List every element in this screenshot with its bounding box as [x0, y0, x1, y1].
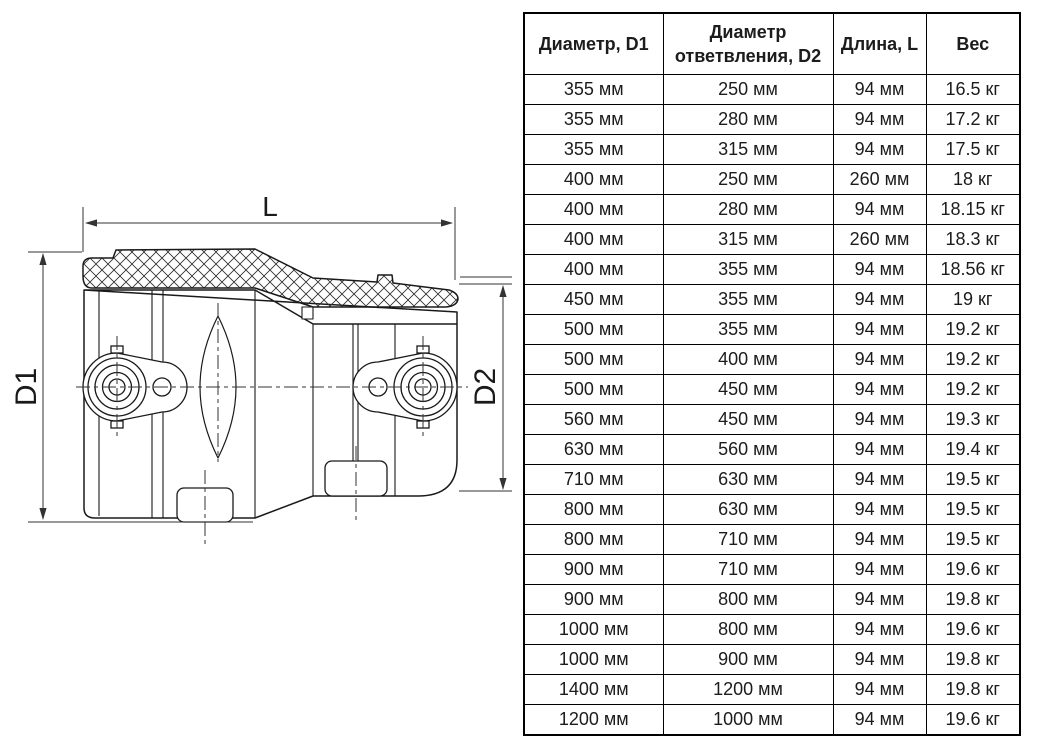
- table-cell: 630 мм: [663, 465, 833, 495]
- table-cell: 94 мм: [833, 255, 926, 285]
- table-row: [524, 525, 1020, 555]
- table-row: [524, 405, 1020, 435]
- table-cell: 500 мм: [524, 315, 663, 345]
- table-row: [524, 645, 1020, 675]
- table-row: [524, 105, 1020, 135]
- table-cell: 500 мм: [524, 345, 663, 375]
- dim-label-d1: D1: [10, 367, 43, 407]
- table-cell: 19.3 кг: [926, 405, 1020, 435]
- table-cell: 400 мм: [524, 165, 663, 195]
- table-cell: 250 мм: [663, 165, 833, 195]
- table-cell: 94 мм: [833, 675, 926, 705]
- table-cell: 94 мм: [833, 405, 926, 435]
- arrowhead-up: [499, 285, 506, 297]
- table-row: [524, 135, 1020, 165]
- table-cell: 355 мм: [524, 75, 663, 105]
- table-cell: 19.4 кг: [926, 435, 1020, 465]
- table-row: [524, 345, 1020, 375]
- header-row: [524, 13, 1020, 75]
- table-cell: 800 мм: [663, 585, 833, 615]
- arrowhead-up: [39, 253, 46, 265]
- table-cell: 280 мм: [663, 195, 833, 225]
- table-cell: 18.3 кг: [926, 225, 1020, 255]
- table-cell: 94 мм: [833, 555, 926, 585]
- table-cell: 315 мм: [663, 225, 833, 255]
- table-cell: 19.5 кг: [926, 495, 1020, 525]
- table-row: [524, 435, 1020, 465]
- header-length-l: Длина, L: [833, 13, 926, 75]
- table-cell: 800 мм: [524, 525, 663, 555]
- table-cell: 900 мм: [663, 645, 833, 675]
- table-cell: 18.15 кг: [926, 195, 1020, 225]
- arrowhead-right: [441, 219, 453, 226]
- table-cell: 19.2 кг: [926, 345, 1020, 375]
- table-cell: 1000 мм: [524, 645, 663, 675]
- table-row: [524, 255, 1020, 285]
- table-cell: 260 мм: [833, 165, 926, 195]
- table-cell: 250 мм: [663, 75, 833, 105]
- table-row: [524, 225, 1020, 255]
- table-cell: 280 мм: [663, 105, 833, 135]
- table-cell: 19.8 кг: [926, 675, 1020, 705]
- table-cell: 18.56 кг: [926, 255, 1020, 285]
- table-cell: 450 мм: [524, 285, 663, 315]
- table-cell: 94 мм: [833, 375, 926, 405]
- table-cell: 94 мм: [833, 315, 926, 345]
- table-cell: 450 мм: [663, 375, 833, 405]
- table-cell: 16.5 кг: [926, 75, 1020, 105]
- table-cell: 94 мм: [833, 705, 926, 736]
- table-cell: 94 мм: [833, 495, 926, 525]
- table-cell: 19 кг: [926, 285, 1020, 315]
- table-cell: 400 мм: [524, 195, 663, 225]
- table-cell: 19.6 кг: [926, 555, 1020, 585]
- table-cell: 560 мм: [524, 405, 663, 435]
- table-cell: 94 мм: [833, 75, 926, 105]
- table-cell: 1400 мм: [524, 675, 663, 705]
- table-cell: 94 мм: [833, 585, 926, 615]
- table-row: [524, 285, 1020, 315]
- table-cell: 355 мм: [524, 135, 663, 165]
- table-row: [524, 315, 1020, 345]
- table-cell: 94 мм: [833, 345, 926, 375]
- table-cell: 18 кг: [926, 165, 1020, 195]
- table-cell: 450 мм: [663, 405, 833, 435]
- dim-label-d2: D2: [469, 367, 502, 407]
- table-cell: 94 мм: [833, 105, 926, 135]
- table-cell: 19.6 кг: [926, 705, 1020, 736]
- table-cell: 94 мм: [833, 525, 926, 555]
- table-cell: 19.2 кг: [926, 315, 1020, 345]
- table-cell: 94 мм: [833, 645, 926, 675]
- table-cell: 17.5 кг: [926, 135, 1020, 165]
- header-branch-diameter-d2: Диаметр ответвления, D2: [663, 13, 833, 75]
- table-cell: 315 мм: [663, 135, 833, 165]
- table-cell: 19.5 кг: [926, 465, 1020, 495]
- table-cell: 19.8 кг: [926, 645, 1020, 675]
- table-cell: 17.2 кг: [926, 105, 1020, 135]
- table-row: [524, 555, 1020, 585]
- table-cell: 94 мм: [833, 435, 926, 465]
- table-cell: 630 мм: [524, 435, 663, 465]
- table-cell: 355 мм: [663, 285, 833, 315]
- table-cell: 19.8 кг: [926, 585, 1020, 615]
- table-cell: 94 мм: [833, 615, 926, 645]
- arrowhead-down: [39, 508, 46, 520]
- table-cell: 900 мм: [524, 555, 663, 585]
- table-cell: 500 мм: [524, 375, 663, 405]
- spec-table-body: [524, 75, 1020, 736]
- table-cell: 710 мм: [663, 525, 833, 555]
- header-diameter-d1: Диаметр, D1: [524, 13, 663, 75]
- arrowhead-left: [85, 219, 97, 226]
- table-cell: 1200 мм: [524, 705, 663, 736]
- table-cell: 1000 мм: [524, 615, 663, 645]
- table-cell: 560 мм: [663, 435, 833, 465]
- band-bracket: [302, 307, 313, 319]
- table-row: [524, 705, 1020, 736]
- table-cell: 19.2 кг: [926, 375, 1020, 405]
- table-cell: 400 мм: [524, 225, 663, 255]
- table-cell: 800 мм: [663, 615, 833, 645]
- table-cell: 94 мм: [833, 285, 926, 315]
- table-row: [524, 375, 1020, 405]
- table-row: [524, 465, 1020, 495]
- table-row: [524, 615, 1020, 645]
- table-cell: 94 мм: [833, 195, 926, 225]
- table-cell: 400 мм: [663, 345, 833, 375]
- table-cell: 800 мм: [524, 495, 663, 525]
- table-cell: 400 мм: [524, 255, 663, 285]
- table-cell: 1200 мм: [663, 675, 833, 705]
- table-cell: 1000 мм: [663, 705, 833, 736]
- table-cell: 19.6 кг: [926, 615, 1020, 645]
- arrowhead-down: [499, 478, 506, 490]
- spec-table-header: [524, 13, 1020, 75]
- table-cell: 900 мм: [524, 585, 663, 615]
- table-cell: 710 мм: [663, 555, 833, 585]
- table-row: [524, 495, 1020, 525]
- table-cell: 355 мм: [524, 105, 663, 135]
- table-row: [524, 675, 1020, 705]
- table-cell: 355 мм: [663, 255, 833, 285]
- table-cell: 710 мм: [524, 465, 663, 495]
- spec-table: [523, 12, 1021, 736]
- dim-label-l: L: [262, 191, 278, 222]
- table-cell: 355 мм: [663, 315, 833, 345]
- table-cell: 260 мм: [833, 225, 926, 255]
- table-cell: 19.5 кг: [926, 525, 1020, 555]
- table-row: [524, 195, 1020, 225]
- table-row: [524, 75, 1020, 105]
- table-cell: 94 мм: [833, 135, 926, 165]
- table-cell: 94 мм: [833, 465, 926, 495]
- table-row: [524, 165, 1020, 195]
- table-row: [524, 585, 1020, 615]
- table-cell: 630 мм: [663, 495, 833, 525]
- header-weight: Вес: [926, 13, 1020, 75]
